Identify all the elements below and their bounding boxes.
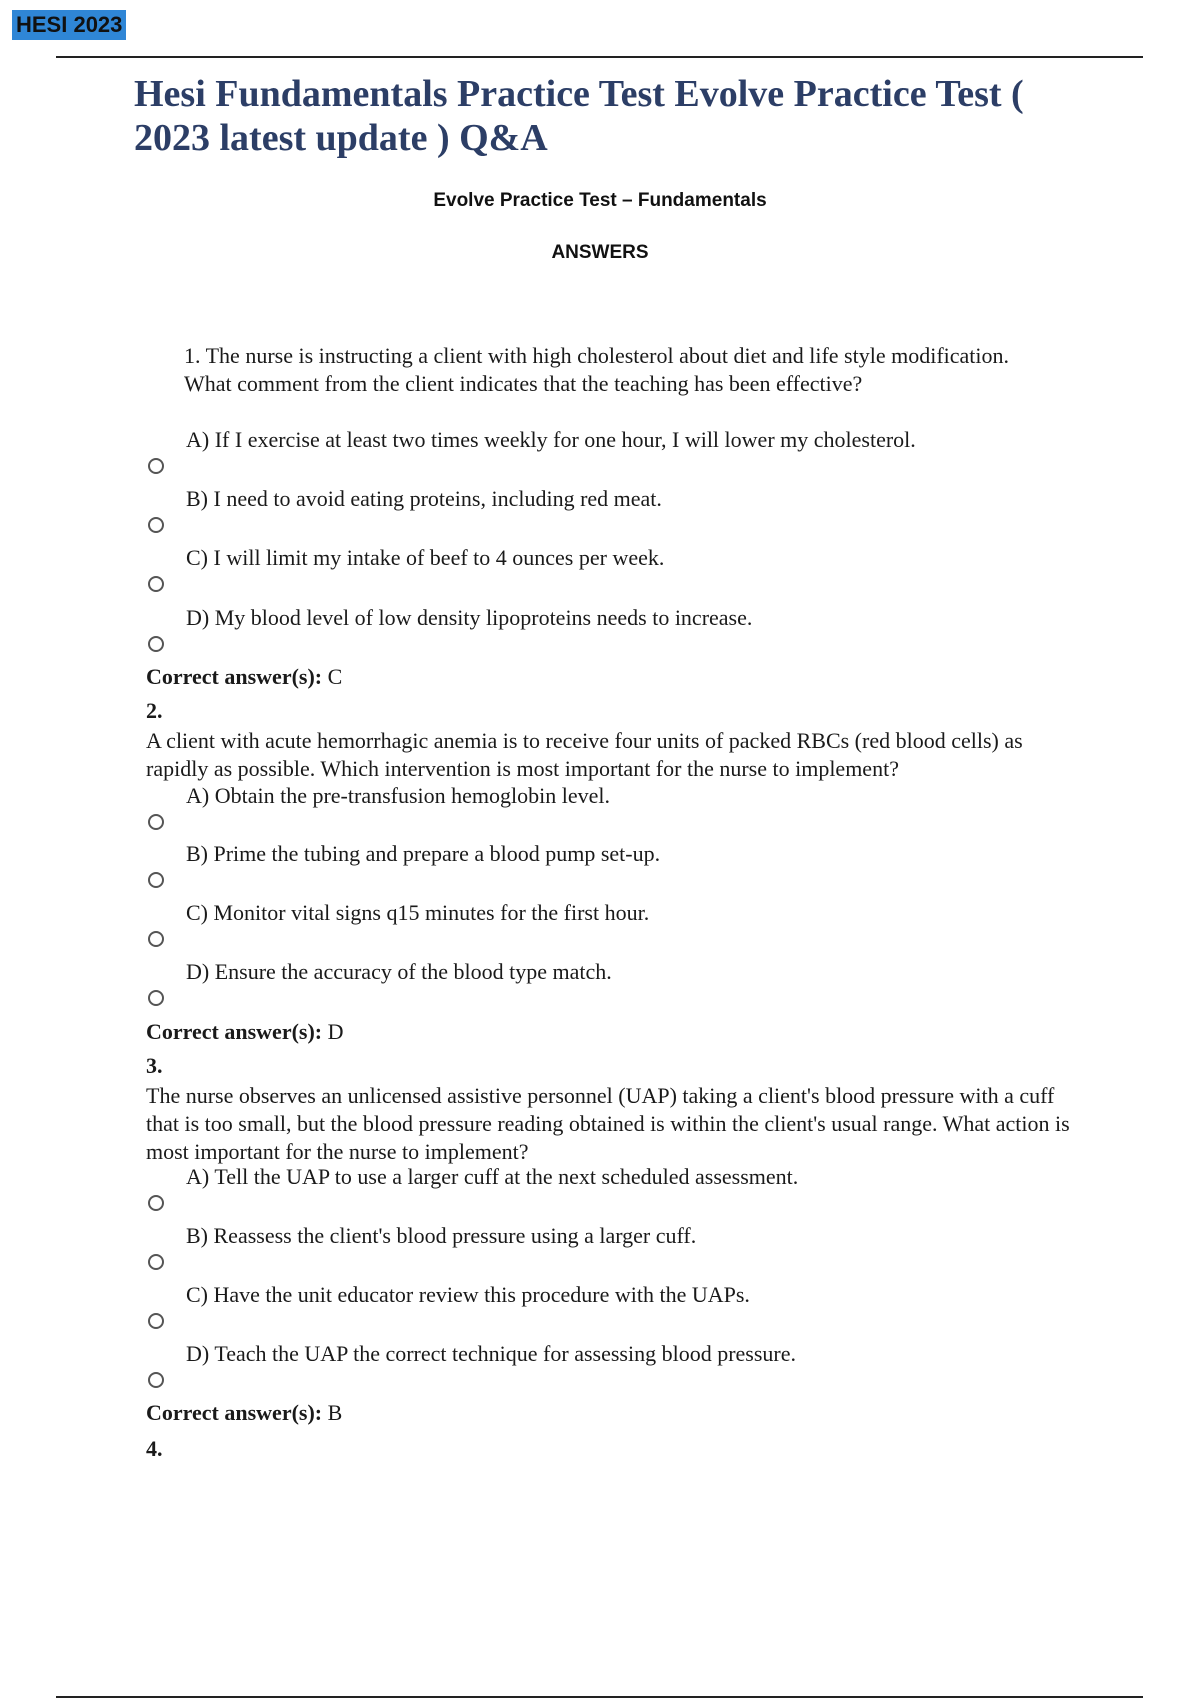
answer-prefix: Correct answer(s): bbox=[146, 664, 323, 689]
radio-q2-a[interactable] bbox=[148, 814, 164, 830]
question-1-body: The nurse is instructing a client with high cholesterol about diet and life style modification. What comment from the client indicates that the teaching has been effective? bbox=[184, 343, 1010, 396]
question-4-number: 4. bbox=[146, 1436, 163, 1461]
radio-q1-d[interactable] bbox=[148, 636, 164, 652]
radio-q1-a[interactable] bbox=[148, 458, 164, 474]
question-1-option-b: B) I need to avoid eating proteins, including red meat. bbox=[186, 486, 662, 511]
question-3-option-b: B) Reassess the client's blood pressure using a larger cuff. bbox=[186, 1223, 697, 1248]
question-3-option-a: A) Tell the UAP to use a larger cuff at the next scheduled assessment. bbox=[186, 1164, 799, 1189]
question-1-option-d: D) My blood level of low density lipoproteins needs to increase. bbox=[186, 605, 753, 630]
question-2-text: A client with acute hemorrhagic anemia is to receive four units of packed RBCs (red blood cells) as rapidly as possible. Which intervention is most important for the nurse to implement? bbox=[146, 728, 1023, 781]
radio-q3-a[interactable] bbox=[148, 1195, 164, 1211]
radio-q3-c[interactable] bbox=[148, 1313, 164, 1329]
question-1-correct-answer bbox=[146, 663, 342, 691]
question-3-correct-answer bbox=[146, 1399, 342, 1427]
answer-value: B bbox=[327, 1400, 343, 1425]
question-2-option-c: C) Monitor vital signs q15 minutes for the first hour. bbox=[186, 900, 650, 925]
answer-prefix: Correct answer(s): bbox=[146, 1400, 323, 1425]
radio-q3-b[interactable] bbox=[148, 1254, 164, 1270]
radio-q2-c[interactable] bbox=[148, 931, 164, 947]
question-2-option-b: B) Prime the tubing and prepare a blood pump set-up. bbox=[186, 841, 661, 866]
question-3-number: 3. bbox=[146, 1053, 163, 1078]
radio-q1-b[interactable] bbox=[148, 517, 164, 533]
question-1-number: 1. bbox=[184, 343, 201, 368]
radio-q2-d[interactable] bbox=[148, 990, 164, 1006]
question-1-option-c: C) I will limit my intake of beef to 4 ounces per week. bbox=[186, 545, 665, 570]
answer-value: C bbox=[327, 664, 343, 689]
document-subtitle: Evolve Practice Test – Fundamentals bbox=[433, 190, 767, 211]
radio-q3-d[interactable] bbox=[148, 1372, 164, 1388]
question-2-option-d: D) Ensure the accuracy of the blood type match. bbox=[186, 959, 612, 984]
question-1-option-a: A) If I exercise at least two times weekly for one hour, I will lower my cholesterol. bbox=[186, 427, 916, 452]
radio-q2-b[interactable] bbox=[148, 872, 164, 888]
question-2-correct-answer bbox=[146, 1018, 344, 1046]
header-tag: HESI 2023 bbox=[12, 10, 126, 40]
question-3-option-c: C) Have the unit educator review this procedure with the UAPs. bbox=[186, 1282, 750, 1307]
answers-heading: ANSWERS bbox=[551, 242, 649, 263]
radio-q1-c[interactable] bbox=[148, 576, 164, 592]
bottom-divider bbox=[56, 1696, 1143, 1698]
answer-prefix: Correct answer(s): bbox=[146, 1019, 323, 1044]
question-3-text: The nurse observes an unlicensed assistive personnel (UAP) taking a client's blood pressure with a cuff that is too small, but the blood pressure reading obtained is within the client's usual range. What action is most important for the nurse to implement? bbox=[146, 1083, 1070, 1164]
answer-value: D bbox=[327, 1019, 344, 1044]
top-divider bbox=[56, 56, 1143, 58]
page-title: Hesi Fundamentals Practice Test Evolve Practice Test ( 2023 latest update ) Q&A bbox=[134, 73, 1024, 159]
question-2-number: 2. bbox=[146, 698, 163, 723]
question-2-option-a: A) Obtain the pre-transfusion hemoglobin level. bbox=[186, 783, 611, 808]
question-1-text bbox=[184, 342, 1014, 398]
question-3-option-d: D) Teach the UAP the correct technique for assessing blood pressure. bbox=[186, 1341, 796, 1366]
